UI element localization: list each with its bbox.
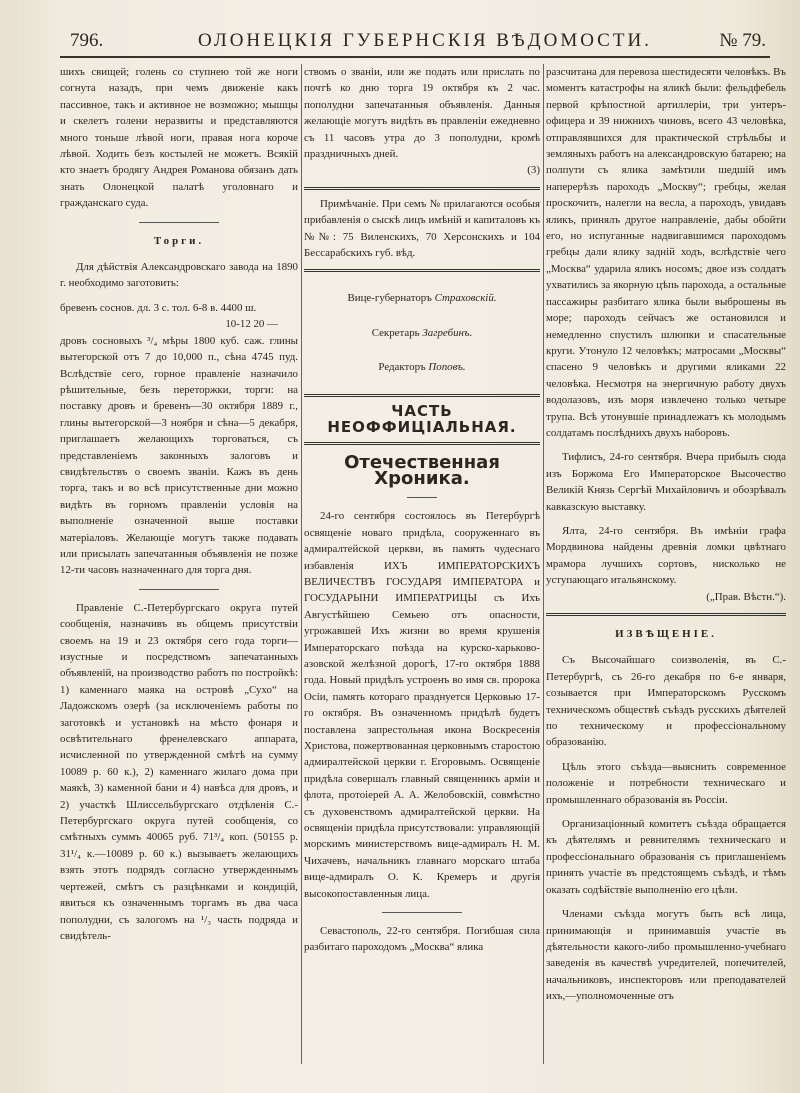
paragraph: разсчитана для перевоза шестидесяти человѣкъ. Въ моментъ катастрофы на яликѣ были: фельдфебель первой крѣпостной артиллеріи, три унтеръ-офицера и 39 нижнихъ чиновъ, всего 43 человѣка, отправлявшихся для практической стрѣльбы и земляныхъ работъ на александровскую батарею; на полпути съ ялика замѣтили шедшій имъ наперерѣзъ пароходъ „Москву“; гребцы, желая проскочить, налегли на весла, а пароходъ, увидавъ яликъ, принялъ другое направленіе, дабы обойти его, но испуганные надвигавшимся пароходомъ гребцы дали ялику задній ходъ, вслѣдствіе чего „Москва“ ударила яликъ носомъ; двое изъ солдатъ ухватились за якорную цѣпь парохода, а остальные пассажиры разбитаго ялика были выброшены въ море; пароходъ сейчасъ же остановился и немедленно спустилъ шлюпки и спасательные круги. Утонуло 12 человѣкъ; матросами „Москвы“ спасено 9 человѣкъ и другими яликами 22 человѣка. Несмотря на энергичную работу двухъ водолазовъ, изъ моря извлечено только четыре трупа. Всѣ утонувшіе принадлежатъ къ молодымъ солдатамъ послѣднихъ двухъ наборовъ. xyxy=(546,66,786,439)
paragraph: Для дѣйствія Александровскаго завода на 1890 г. необходимо заготовить: xyxy=(60,261,298,290)
signature-role: Вице-губернаторъ xyxy=(347,292,432,305)
column-1 xyxy=(60,64,298,1074)
source-citation: („Прав. Вѣстн.“). xyxy=(706,590,786,603)
note-paragraph: Примѣчаніе. При семъ № прилагаются особыя прибавленія о сыскѣ лицъ имѣній и капиталовъ къ №№: 75 Виленскихъ, 70 Херсонскихъ и 104 Бессарабскихъ губ. вѣд. xyxy=(304,197,540,260)
paragraph-number: (3) xyxy=(527,164,540,177)
signature-role: Секретарь xyxy=(371,326,420,339)
paragraph: Членами съѣзда могутъ быть всѣ лица, принимающія и принимавшія участіе въ дѣятельности какого-либо промышленно-учебнаго заведенія въ качествѣ учредителей, попечителей, начальниковъ, инспекторовъ или преподавателей ихъ,—уполномоченные отъ xyxy=(546,908,786,1003)
divider xyxy=(304,269,540,272)
signature-editor xyxy=(304,359,540,375)
section-title-torgi: Торги. xyxy=(153,234,205,247)
paragraph: 24-го сентября состоялось въ Петербургѣ освященіе новаго придѣла, сооруженнаго въ адмиралтейской церкви, въ память чудеснаго избавленія ИХЪ ИМПЕРАТОРСКИХЪ ВЕЛИЧЕСТВЪ ГОСУДАРЯ ИМПЕРАТОРА и ГОСУДАРЫНИ ИМПЕРАТРИЦЫ съ Ихъ Августѣйшею Семьею отъ опасности, угрожавшей Ихъ жизни во время крушенія Императорскаго поѣзда на курско-харьково-азовской желѣзной дорогѣ, 17-го октября 1888 года. Новый придѣлъ устроенъ во имя св. пророка Осіи, память котораго празднуется Церковью 17-го октября. Въ означенномъ придѣлѣ будетъ поставлена запрестольная икона Воскресенія Христова, пожертвованная церковнымъ старостою адмиралтейской церкви г. Егоровымъ. Освященіе придѣла совершалъ главный священникъ арміи и флота, протоіерей А. А. Желобовскій, совмѣстно съ духовенствомъ адмиралтейской церкви. На освященіи придѣла присутствовали: управляющій морскимъ министерствомъ вице-адмиралъ Н. М. Чихачевъ, начальникъ главнаго морскаго штаба вице-адмиралъ О. К. Кремеръ и другія высокопоставленныя лица. xyxy=(304,510,540,900)
page-number: 796. xyxy=(70,30,104,51)
paragraph: Ялта, 24-го сентября. Въ имѣніи графа Мордвинова найдены древнія ломки цвѣтнаго мрамора лучшихъ сортовъ, нисколько не уступающаго итальянскому. xyxy=(546,524,786,587)
column-divider xyxy=(543,64,544,1064)
signature-name: Поповъ. xyxy=(428,361,466,374)
divider xyxy=(407,497,437,498)
signature-name: Страховскій. xyxy=(434,292,497,305)
paragraph: Тифлисъ, 24-го сентября. Вчера прибылъ сюда изъ Боржома Его Императорское Высочество Великій Князь Сергѣй Михайловичъ и обозрѣвалъ кавказскую выставку. xyxy=(546,451,786,513)
paragraph: бревенъ соснов. дл. 3 с. тол. 6-8 в. 4400 ш. xyxy=(60,301,257,314)
unofficial-part-heading: ЧАСТЬ НЕОФФИЦІАЛЬНАЯ. xyxy=(304,394,540,445)
paragraph: дровъ сосновыхъ ³/₄ мѣры 1800 куб. саж. глины вытегорской отъ 7 до 10,000 п., сѣна 4745 пуд. Вслѣдствіе сего, горное правленіе назначило рѣшительные, безъ переторжки, торги: на поставку дровъ и бревенъ—30 октября 1889 г., глины вытегорской—3 ноября и сѣна—5 декабря, приглашаетъ желающихъ торговаться, съ представленіемъ законныхъ залоговъ и свидѣтельствъ о своемъ званіи. Кажъ въ день торга, такъ и во всѣ присутственные дни можно видѣть въ горномъ правленіи условія на выполненіе означенной выше поставки матеріаловъ. Желающіе могутъ также подавать или присылать запечатанныя объявленія не позже 12-ти часовъ назначеннаго для торга дня. xyxy=(60,334,298,577)
paragraph: шихъ свищей; голень со ступнею той же ноги согнута назадъ, при чемъ движеніе какъ пассивное, такъ и активное не возможно; мышцы и скелетъ голени неразвиты и представляются много тоньше лѣвой ноги, правая нога короче лѣвой. Ходить безъ костылей не можетъ. Всякій кто знаетъ бродягу Андрея Романова обязанъ дать знать Олонецкой палатѣ уголовнаго и гражданскаго суда. xyxy=(60,66,298,210)
paragraph: Севастополь, 22-го сентября. Погибшая сила разбитаго пароходомъ „Москва“ ялика xyxy=(304,925,540,954)
paragraph: ствомъ о званіи, или же подать или прислать по почтѣ ко дню торга 19 октября къ 2 час. пополудни запечатанныя объявленія. Данныя желающіе могутъ видѣть въ правленіи ежедневно съ 11 часовъ утра до 3 пополудни, кромѣ праздничныхъ дней. xyxy=(304,66,540,161)
column-2 xyxy=(304,64,540,1074)
divider xyxy=(304,187,540,190)
paragraph: Цѣль этого съѣзда—выяснить современное положеніе и потребности техническаго и промышленнаго образованія въ Россіи. xyxy=(546,760,786,806)
column-3 xyxy=(546,64,786,1074)
paragraph: Съ Высочайшаго соизволенія, въ С.-Петербургѣ, съ 26-го декабря по 6-е января, созывается при Императорскомъ Русскомъ техническомъ обществѣ съѣздъ русскихъ дѣятелей по техническому и профессіональному образованію. xyxy=(546,654,786,749)
column-divider xyxy=(301,64,302,1064)
signature-vice-governor xyxy=(304,290,540,306)
page-header xyxy=(60,28,770,58)
paragraph: Организаціонный комитетъ съѣзда обращается къ дѣятелямъ и ревнителямъ техническаго и профессіональнаго образованія съ приглашеніемъ принять участіе въ предстоящемъ съѣздѣ, и тѣмъ оказать содѣйствіе выполненію его цѣли. xyxy=(546,818,786,896)
chronicle-heading: Отечественная Хроника. xyxy=(344,451,500,489)
notice-heading: ИЗВѢЩЕНІЕ. xyxy=(615,628,717,640)
paragraph: Правленіе С.-Петербургскаго округа путей сообщенія, назначивъ въ общемъ присутствіи своемъ на 19 и 23 октября сего года торги—изустные и посредствомъ запечатанныхъ объявленій, на производство работъ по постройкѣ: 1) каменнаго маяка на островѣ „Сухо“ на Ладожскомъ озерѣ (за исключеніемъ работы по заготовкѣ и установкѣ на мѣсто фонаря и освѣтительнаго френелевскаго аппарата, исчисленной по утвержденной смѣтѣ на сумму 10089 р. 60 к.), 2) каменнаго жилаго дома при маякѣ, 3) каменной бани и 4) навѣса для дровъ, и 2) участкѣ Шлиссельбургскаго отдѣленія С.-Петербургскаго округа путей сообщенія, со смѣтныхъ суммъ 40065 руб. 71³/₄ коп. (50155 р. 31¹/₄ к.—10089 р. 60 к.) вызываетъ желающихъ взять этотъ подрядъ согласно утвержденнымъ чертежей, смѣтъ съ разцѣнками и кондицій, явиться къ означеннымъ торгамъ въ два часа пополудни, съ залогомъ на ¹/₃ часть подряда и свидѣтель- xyxy=(60,601,298,942)
newspaper-title: ОЛОНЕЦКІЯ ГУБЕРНСКІЯ ВѢДОМОСТИ. xyxy=(198,30,652,51)
signature-secretary xyxy=(304,325,540,341)
issue-number: № 79. xyxy=(719,30,766,51)
divider xyxy=(382,912,462,913)
signature-name: Загребинъ. xyxy=(422,326,473,339)
divider xyxy=(546,613,786,616)
divider xyxy=(139,222,219,223)
paragraph: 10-12 20 — xyxy=(225,318,278,331)
divider xyxy=(139,589,219,590)
signature-role: Редакторъ xyxy=(378,361,426,374)
